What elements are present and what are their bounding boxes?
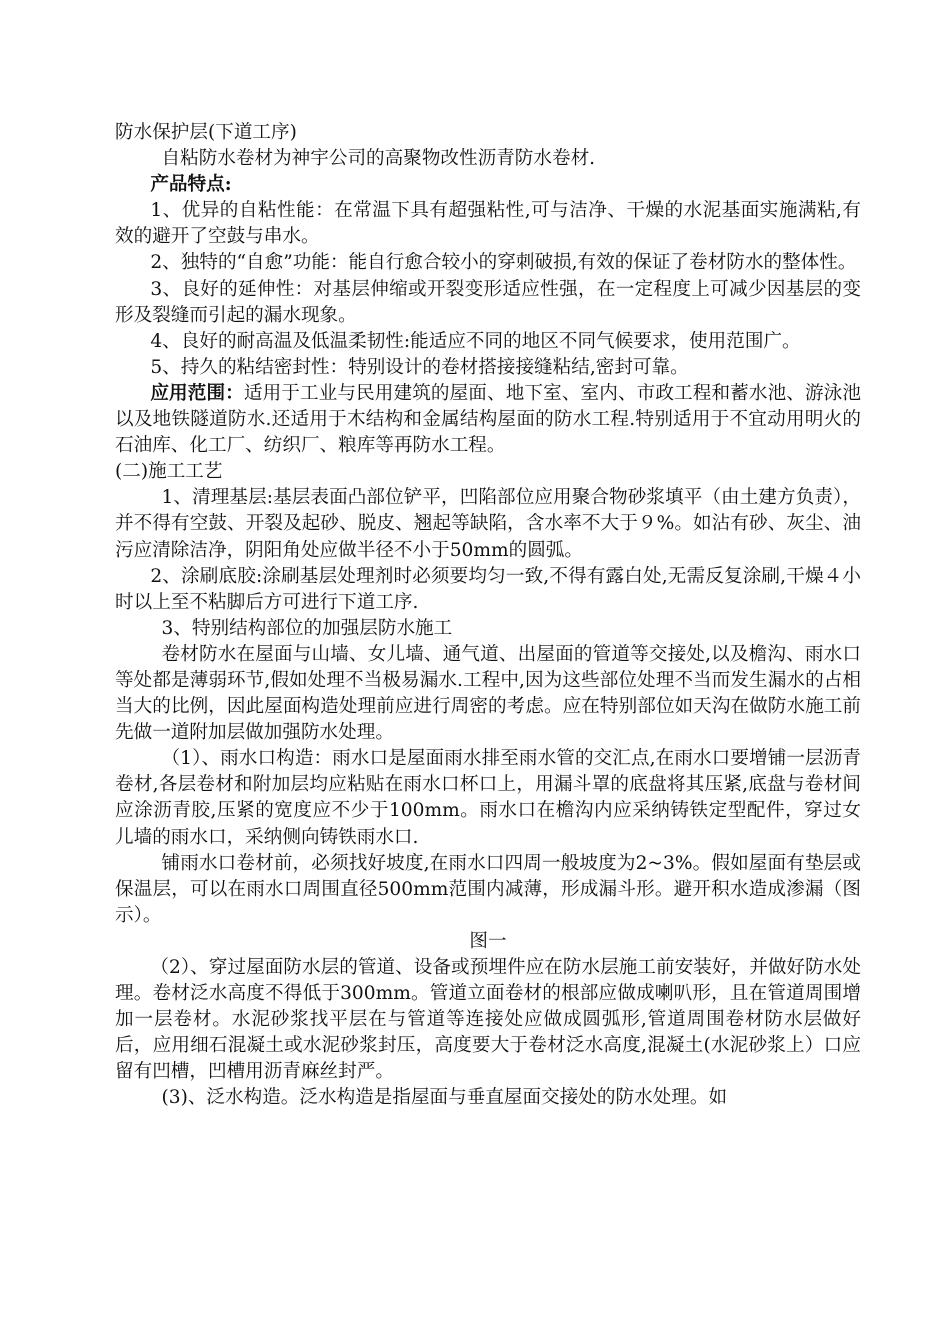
feature-item-5: 5、持久的粘结密封性：特别设计的卷材搭接接缝粘结,密封可靠。	[150, 356, 689, 378]
feature-item-2: 2、独特的“自愈”功能：能自行愈合较小的穿刺破损,有效的保证了卷材防水的整体性。	[150, 252, 857, 274]
paragraph-application-scope	[115, 381, 861, 459]
scope-text: 适用于工业与民用建筑的屋面、地下室、室内、市政工程和蓄水池、游泳池以及地铁隧道防水.还适用于木结构和金属结构屋面的防水工程.特别适用于不宜动用明火的石油库、化工厂、纺织厂、粮库等再防水工程。	[115, 382, 861, 457]
step-1-clean-base: 1、清理基层:基层表面凸部位铲平，凹陷部位应用聚合物砂浆填平（由土建方负责），并不得有空鼓、开裂及起砂、脱皮、翘起等缺陷，含水率不大于９%。如沾有砂、灰尘、油污应清除洁净，阴阳角处应做半径不小于50mm的圆弧。	[115, 487, 861, 561]
feature-item-4: 4、良好的耐高温及低温柔韧性:能适应不同的地区不同气候要求，使用范围广。	[150, 330, 801, 352]
scope-label: 应用范围：	[150, 382, 244, 404]
heading-construction-process: (二)施工工艺	[115, 461, 223, 483]
figure-caption: 图一	[469, 930, 507, 952]
feature-item-1: 1、优异的自粘性能：在常温下具有超强粘性,可与洁净、干燥的水泥基面实施满粘,有效的避开了空鼓与串水。	[115, 200, 861, 248]
step-3-body: 卷材防水在屋面与山墙、女儿墙、通气道、出屋面的管道等交接处,以及檐沟、雨水口等处都是薄弱环节,假如处理不当极易漏水.工程中,因为这些部位处理不当而发生漏水的占相当大的比例，因此屋面构造处理前应进行周密的考虑。应在特别部位如天沟在做防水施工前先做一道附加层做加强防水处理。	[115, 643, 861, 744]
construction-item-3: (3)、泛水构造。泛水构造是指屋面与垂直屋面交接处的防水处理。如	[161, 1087, 728, 1109]
feature-item-3: 3、良好的延伸性：对基层伸缩或开裂变形适应性强，在一定程度上可减少因基层的变形及裂缝而引起的漏水现象。	[115, 278, 861, 326]
construction-item-2: （2）、穿过屋面防水层的管道、设备或预埋件应在防水层施工前安装好，并做好防水处理。卷材泛水高度不得低于300mm。管道立面卷材的根部应做成喇叭形，且在管道周围增加一层卷材。水泥砂浆找平层在与管道等连接处应做成圆弧形,管道周围卷材防水层做好后，应用细石混凝土或水泥砂浆封压，高度要大于卷材泛水高度,混凝土(水泥砂浆上）口应留有凹槽，凹槽用沥青麻丝封严。	[115, 957, 861, 1083]
construction-item-1: （1）、雨水口构造：雨水口是屋面雨水排至雨水管的交汇点,在雨水口要增铺一层沥青卷材,各层卷材和附加层均应粘贴在雨水口杯口上，用漏斗罩的底盘将其压紧,底盘与卷材间应涂沥青胶,压紧的宽度应不少于100mm。雨水口在檐沟内应采纳铸铁定型配件，穿过女儿墙的雨水口，采纳侧向铸铁雨水口.	[115, 748, 861, 848]
step-2-primer: 2、涂刷底胶:涂刷基层处理剂时必须要均匀一致,不得有露白处,无需反复涂刷,干燥４小时以上至不粘脚后方可进行下道工序.	[115, 565, 861, 613]
construction-item-1-continued: 铺雨水口卷材前，必须找好坡度,在雨水口四周一般坡度为2~3%。假如屋面有垫层或保温层，可以在雨水口周围直径500mm范围内减薄，形成漏斗形。避开积水造成渗漏（图示）。	[115, 852, 861, 926]
paragraph-intro: 自粘防水卷材为神宇公司的高聚物改性沥青防水卷材.	[161, 148, 596, 170]
heading-product-features: 产品特点:	[150, 174, 232, 196]
paragraph-protection-layer: 防水保护层(下道工序)	[115, 122, 297, 143]
step-3-heading: 3、特别结构部位的加强层防水施工	[161, 617, 453, 639]
document-page	[115, 120, 861, 1112]
